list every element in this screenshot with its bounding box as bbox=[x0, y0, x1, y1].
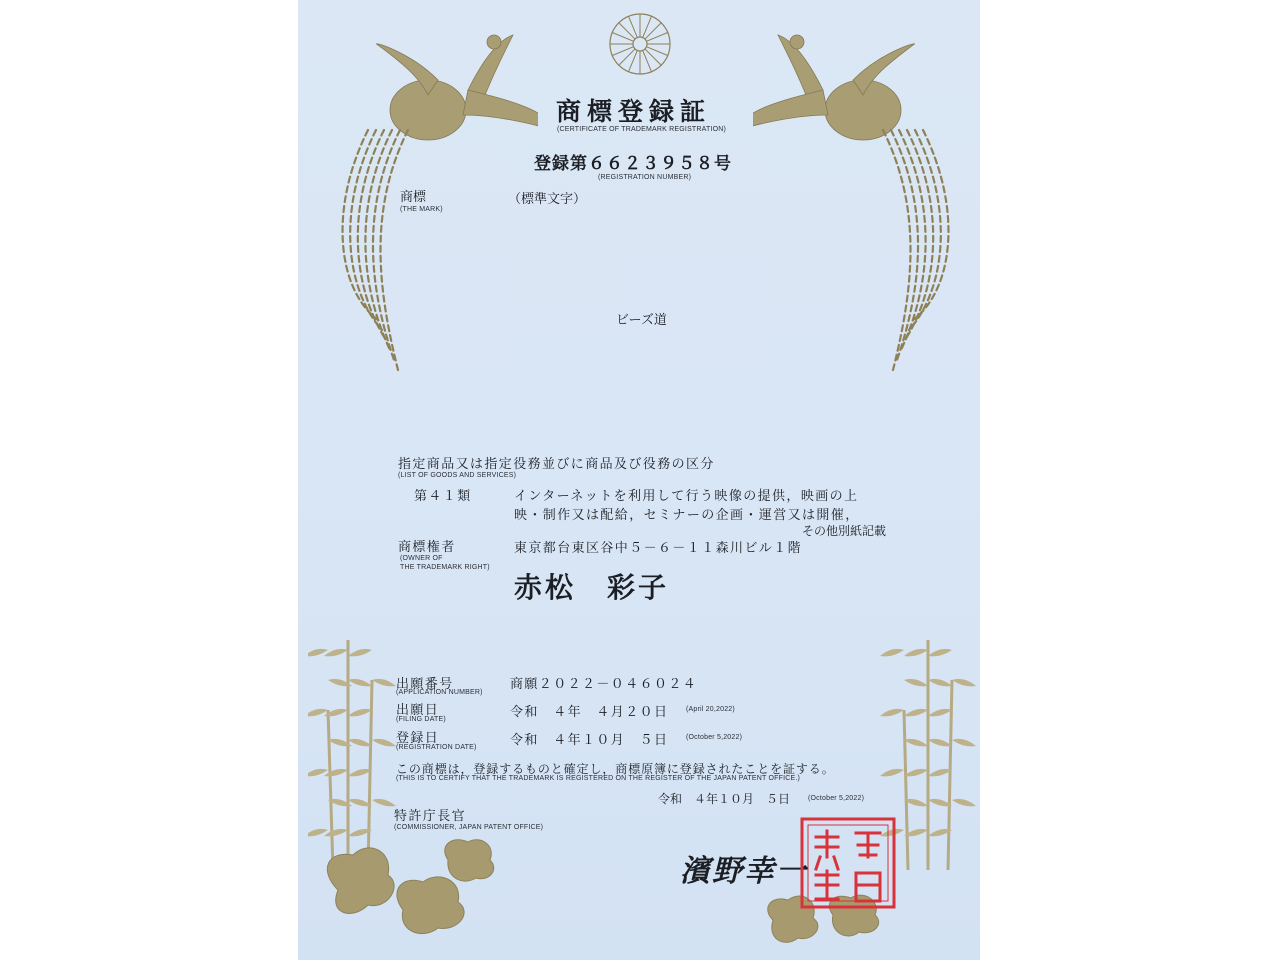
trademark-text: ビーズ道 bbox=[616, 313, 667, 328]
certificate-paper bbox=[298, 0, 980, 960]
certificate-title: 商標登録証 bbox=[556, 97, 712, 126]
filing-value-en: (April 20,2022) bbox=[686, 706, 735, 713]
chrysanthemum-crest-icon bbox=[608, 12, 672, 76]
certify-text: この商標は，登録するものと確定し，商標原簿に登録されたことを証する。 bbox=[396, 762, 835, 776]
goods-line-2: 映・制作又は配給，セミナーの企画・運営又は開催， bbox=[514, 508, 860, 523]
class-label: 第４１類 bbox=[414, 489, 472, 504]
app-value: 商願２０２２－０４６０２４ bbox=[510, 677, 698, 692]
mark-label-en: (THE MARK) bbox=[400, 206, 443, 213]
goods-label: 指定商品又は指定役務並びに商品及び役務の区分 bbox=[398, 457, 715, 472]
issue-date-en: (October 5,2022) bbox=[808, 795, 865, 802]
goods-more: その他別紙記載 bbox=[802, 524, 887, 538]
official-seal-icon bbox=[798, 815, 898, 911]
owner-label-en-2: THE TRADEMARK RIGHT) bbox=[400, 564, 490, 571]
regdate-label-en: (REGISTRATION DATE) bbox=[396, 744, 477, 751]
commissioner-signature: 濱野幸一 bbox=[680, 854, 808, 889]
app-label: 出願番号 bbox=[396, 677, 454, 692]
registration-number-en: (REGISTRATION NUMBER) bbox=[598, 174, 692, 181]
phoenix-left-icon bbox=[318, 20, 538, 390]
issue-date: 令和 ４年１０月 ５日 bbox=[658, 792, 791, 806]
app-label-en: (APPLICATION NUMBER) bbox=[396, 689, 483, 696]
registration-number: 登録第６６２３９５８号 bbox=[534, 154, 732, 174]
regdate-value: 令和 ４年１０月 ５日 bbox=[510, 733, 669, 748]
owner-address: 東京都台東区谷中５－６－１１森川ビル１階 bbox=[514, 541, 803, 556]
owner-label-en-1: (OWNER OF bbox=[400, 555, 443, 562]
commissioner-label: 特許庁長官 bbox=[394, 809, 467, 824]
owner-name: 赤松 彩子 bbox=[514, 571, 670, 604]
filing-value: 令和 ４年 ４月２０日 bbox=[510, 705, 669, 720]
certificate-title-en: (CERTIFICATE OF TRADEMARK REGISTRATION) bbox=[557, 126, 727, 133]
regdate-value-en: (October 5,2022) bbox=[686, 734, 743, 741]
phoenix-right-icon bbox=[753, 20, 973, 390]
regdate-label: 登録日 bbox=[396, 731, 440, 746]
filing-label-en: (FILING DATE) bbox=[396, 716, 446, 723]
mark-label: 商標 bbox=[400, 190, 427, 205]
paulownia-leaves-icon bbox=[308, 820, 508, 940]
goods-label-en: (LIST OF GOODS AND SERVICES) bbox=[398, 472, 517, 479]
goods-line-1: インターネットを利用して行う映像の提供，映画の上 bbox=[514, 489, 859, 504]
owner-label: 商標権者 bbox=[398, 540, 456, 555]
filing-label: 出願日 bbox=[396, 703, 440, 718]
mark-type: （標準文字） bbox=[508, 192, 587, 207]
commissioner-label-en: (COMMISSIONER, JAPAN PATENT OFFICE) bbox=[394, 824, 544, 831]
certify-text-en: (THIS IS TO CERTIFY THAT THE TRADEMARK IS REGISTERED ON THE REGISTER OF THE JAPAN PATENT OFFICE.) bbox=[396, 775, 801, 782]
